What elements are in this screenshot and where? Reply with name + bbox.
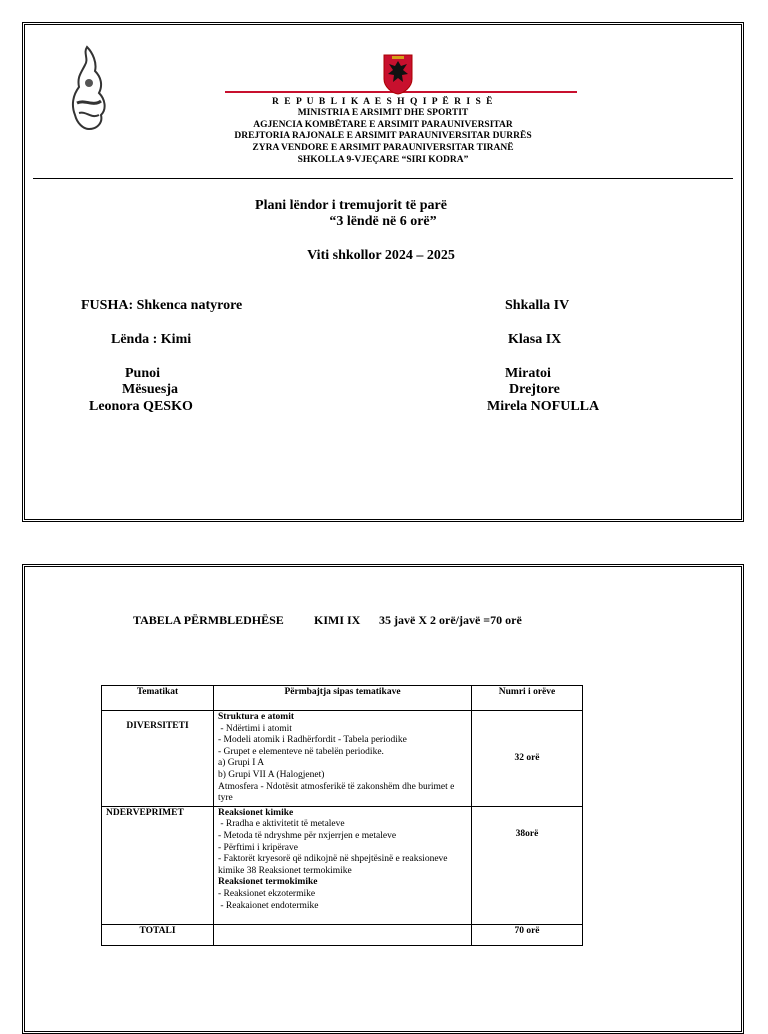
content-line: a) Grupi I A	[218, 758, 265, 769]
total-label-cell: TOTALI	[102, 925, 214, 946]
cover-page	[22, 22, 744, 522]
summary-hours-formula: 35 javë X 2 orë/javë =70 orë	[379, 613, 522, 627]
header-line-4: DREJTORIA RAJONALE E ARSIMIT PARAUNIVERSITAR DURRËS	[234, 131, 532, 141]
class-label: Klasa IX	[508, 332, 562, 347]
director-name: Mirela NOFULLA	[487, 399, 600, 414]
content-line: - Rradha e aktivitetit të metaleve	[218, 819, 345, 830]
table-total-row	[102, 925, 583, 946]
field-label: FUSHA: Shkenca natyrore	[81, 298, 243, 313]
hours-cell: 32 orë	[472, 711, 583, 807]
content-heading: Reaksionet termokimike	[218, 877, 318, 888]
content-line: b) Grupi VII A (Halogjenet)	[218, 769, 325, 780]
content-line: Atmosfera - Ndotësit atmosferikë të zakonshëm dhe burimet e tyre	[218, 781, 455, 804]
plan-title: Plani lëndor i tremujorit të parë	[255, 198, 447, 213]
approved-by-label: Miratoi	[505, 366, 551, 381]
content-line: - Përftimi i kripërave	[218, 842, 298, 853]
theme-cell: NDERVEPRIMET	[102, 806, 214, 924]
content-line: - Grupet e elementeve në tabelën periodike.	[218, 746, 384, 757]
header-line-1: R E P U B L I K A E S H Q I P Ë R I S Ë	[272, 97, 494, 107]
content-cell	[214, 806, 472, 924]
content-line: - Metoda të ndryshme për nxjerrjen e metaleve	[218, 830, 397, 841]
plan-subtitle: “3 lëndë në 6 orë”	[329, 214, 437, 229]
director-role: Drejtore	[509, 382, 560, 397]
school-year: Viti shkollor 2024 – 2025	[307, 248, 455, 263]
hours-cell: 38orë	[472, 806, 583, 924]
column-header-hours: Numri i orëve	[472, 686, 583, 711]
table-row	[102, 806, 583, 924]
content-line: - Ndërtimi i atomit	[218, 723, 292, 734]
header-line-2: MINISTRIA E ARSIMIT DHE SPORTIT	[297, 108, 469, 118]
total-hours-cell: 70 orë	[472, 925, 583, 946]
theme-cell: DIVERSITETI	[102, 711, 214, 807]
teacher-role: Mësuesja	[122, 382, 178, 397]
header-divider	[33, 178, 733, 179]
content-line: - Faktorët kryesorë që ndikojnë në shpejtësinë e reaksioneve kimike 38 Reaksionet termokimike	[218, 854, 448, 876]
header-line-5: ZYRA VENDORE E ARSIMIT PARAUNIVERSITAR TIRANË	[252, 143, 514, 153]
summary-table	[101, 685, 583, 946]
content-cell	[214, 711, 472, 807]
total-empty-cell	[214, 925, 472, 946]
header-line-3: AGJENCIA KOMBËTARE E ARSIMIT PARAUNIVERSITAR	[253, 120, 513, 130]
content-line: - Reaksionet ekzotermike	[218, 888, 316, 899]
header-line-6: SHKOLLA 9-VJEÇARE “SIRI KODRA”	[297, 155, 469, 165]
content-heading: Struktura e atomit	[218, 712, 294, 722]
albania-emblem-icon	[382, 53, 414, 95]
prepared-by-label: Punoi	[125, 366, 161, 381]
column-header-themes: Tematikat	[102, 686, 214, 711]
summary-subject: KIMI IX	[314, 613, 361, 627]
column-header-content: Përmbajtja sipas tematikave	[214, 686, 472, 711]
subject-label: Lënda : Kimi	[111, 332, 192, 347]
teacher-name: Leonora QESKO	[89, 399, 193, 414]
table-header-row	[102, 686, 583, 711]
content-heading: Reaksionet kimike	[218, 807, 294, 818]
content-line: - Modeli atomik i Radhërfordit - Tabela periodike	[218, 735, 407, 746]
summary-page	[22, 564, 744, 1034]
content-line: - Reakaionet endotermike	[218, 900, 319, 911]
level-label: Shkalla IV	[505, 298, 570, 313]
table-row	[102, 711, 583, 807]
summary-title: TABELA PËRMBLEDHËSE	[133, 613, 284, 627]
